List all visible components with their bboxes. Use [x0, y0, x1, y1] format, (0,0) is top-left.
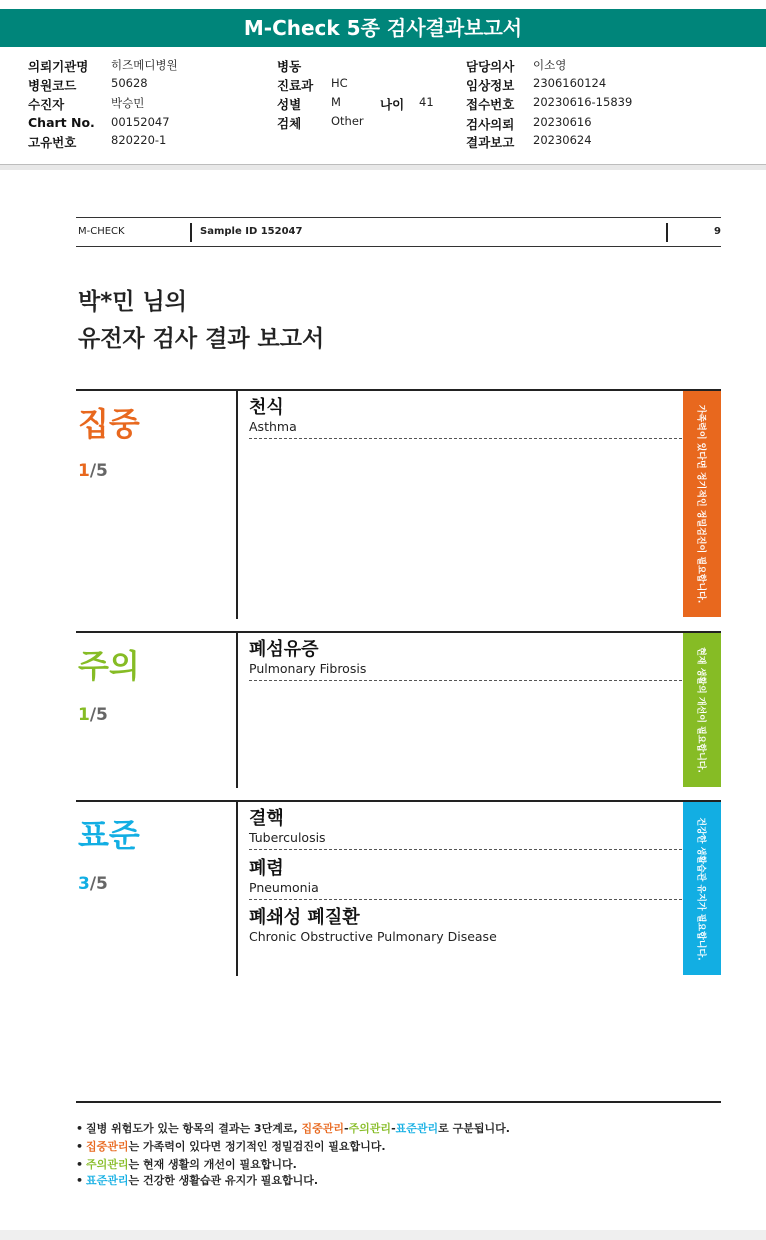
category-label: 집중 [78, 405, 140, 443]
advice-text: 현재 생활의 개선이 필요합니다. [695, 647, 706, 773]
specimen-value: Other [331, 114, 364, 128]
section-caution [76, 631, 721, 788]
disease-name-ko: 폐쇄성 폐질환 [249, 907, 360, 928]
disease-name-ko: 천식 [249, 397, 284, 418]
footnote-text: 는 가족력이 있다면 정기적인 정밀검진이 필요합니다. [128, 1140, 386, 1153]
footnote-4: • 표준관리는 건강한 생활습관 유지가 필요합니다. [76, 1174, 319, 1187]
footnote-text: 는 건강한 생활습관 유지가 필요합니다. [128, 1174, 319, 1187]
age-value: 41 [419, 95, 434, 109]
footnote-text: 질병 위험도가 있는 항목의 결과는 3단계로, [86, 1122, 302, 1135]
term-caution: 주의관리 [86, 1158, 129, 1171]
page-header [76, 217, 721, 247]
receipt-label: 접수번호 [466, 97, 515, 112]
category-label: 주의 [78, 647, 140, 685]
bottom-strip [0, 1230, 766, 1240]
disease-name-en: Chronic Obstructive Pulmonary Disease [249, 929, 497, 944]
code-value: 50628 [111, 76, 148, 90]
count-total: /5 [89, 705, 108, 725]
separator-strip [0, 165, 766, 170]
advice-text: 건강한 생활습관 유지가 필요합니다. [695, 816, 706, 961]
term-caution: 주의관리 [348, 1122, 392, 1135]
specimen-label: 검체 [277, 116, 302, 131]
footnote-sep: - [343, 1122, 349, 1135]
count-number: 1 [78, 461, 90, 481]
examinee-value: 박승민 [111, 96, 145, 110]
risk-count [78, 705, 108, 725]
disease-item [249, 397, 682, 439]
clinical-value: 2306160124 [533, 76, 607, 90]
examinee-label: 수진자 [28, 97, 65, 112]
disease-name-ko: 결핵 [249, 808, 284, 829]
footnote-1: • 질병 위험도가 있는 항목의 결과는 3단계로, 집중관리-주의관리-표준관리로 구분됩니다. [76, 1122, 510, 1135]
footer-divider [76, 1101, 721, 1103]
term-intensive: 집중관리 [301, 1122, 344, 1135]
chart-value: 00152047 [111, 115, 170, 129]
advice-text: 가족력이 있다면 정기적인 정밀검진이 필요합니다. [695, 404, 706, 604]
report-title-bar [0, 9, 766, 47]
patient-info-panel [0, 52, 766, 165]
report-title: M-Check 5종 검사결과보고서 [243, 16, 523, 40]
report-heading-line1: 박*민 님의 [78, 289, 187, 315]
sex-value: M [331, 95, 341, 109]
dept-value: HC [331, 76, 348, 90]
disease-name-en: Tuberculosis [249, 830, 326, 845]
section-divider [236, 802, 238, 976]
section-intensive [76, 389, 721, 619]
section-standard [76, 800, 721, 976]
risk-count [78, 874, 108, 894]
disease-item [249, 858, 682, 900]
result-label: 결과보고 [466, 135, 515, 150]
dept-label: 진료과 [277, 78, 314, 93]
footnote-2: • 집중관리는 가족력이 있다면 정기적인 정밀검진이 필요합니다. [76, 1140, 386, 1153]
header-divider [190, 223, 192, 242]
doctor-label: 담당의사 [466, 59, 515, 74]
doctor-value: 이소영 [533, 58, 567, 72]
result-value: 20230624 [533, 133, 592, 147]
age-label: 나이 [380, 97, 405, 112]
term-intensive: 집중관리 [86, 1140, 129, 1153]
disease-name-ko: 폐섬유증 [249, 639, 319, 660]
footnote-3: • 주의관리는 현재 생활의 개선이 필요합니다. [76, 1158, 297, 1171]
footnote-text: 는 현재 생활의 개선이 필요합니다. [128, 1158, 297, 1171]
unique-value: 820220-1 [111, 133, 167, 147]
sample-id: Sample ID 152047 [200, 226, 303, 237]
code-label: 병원코드 [28, 78, 77, 93]
count-total: /5 [89, 461, 108, 481]
hospital-label: 의뢰기관명 [28, 59, 89, 74]
chart-label: Chart No. [28, 115, 95, 130]
request-value: 20230616 [533, 115, 592, 129]
hospital-value: 히즈메디병원 [111, 58, 178, 72]
footnote-text: 로 구분됩니다. [438, 1122, 510, 1135]
page-number: 9 [714, 226, 721, 237]
advice-sidebar [683, 802, 721, 975]
sex-label: 성별 [277, 97, 302, 112]
header-divider [666, 223, 668, 242]
brand-label: M-CHECK [78, 226, 125, 237]
disease-name-ko: 폐렴 [249, 858, 284, 879]
count-number: 1 [78, 705, 90, 725]
receipt-value: 20230616-15839 [533, 95, 633, 109]
count-total: /5 [89, 874, 108, 894]
category-label: 표준 [78, 816, 140, 854]
disease-item [249, 907, 682, 945]
term-standard: 표준관리 [86, 1174, 129, 1187]
request-label: 검사의뢰 [466, 117, 515, 132]
risk-count [78, 461, 108, 481]
disease-name-en: Pulmonary Fibrosis [249, 661, 367, 676]
disease-name-en: Asthma [249, 419, 297, 434]
unique-label: 고유번호 [28, 135, 77, 150]
disease-item [249, 639, 682, 681]
ward-label: 병동 [277, 59, 302, 74]
disease-name-en: Pneumonia [249, 880, 319, 895]
count-number: 3 [78, 874, 90, 894]
section-divider [236, 633, 238, 788]
section-divider [236, 391, 238, 619]
term-standard: 표준관리 [395, 1122, 439, 1135]
clinical-label: 임상정보 [466, 78, 515, 93]
footnote-sep: - [391, 1122, 396, 1135]
report-heading-line2: 유전자 검사 결과 보고서 [78, 326, 325, 352]
advice-sidebar [683, 391, 721, 617]
disease-item [249, 808, 682, 850]
advice-sidebar [683, 633, 721, 787]
